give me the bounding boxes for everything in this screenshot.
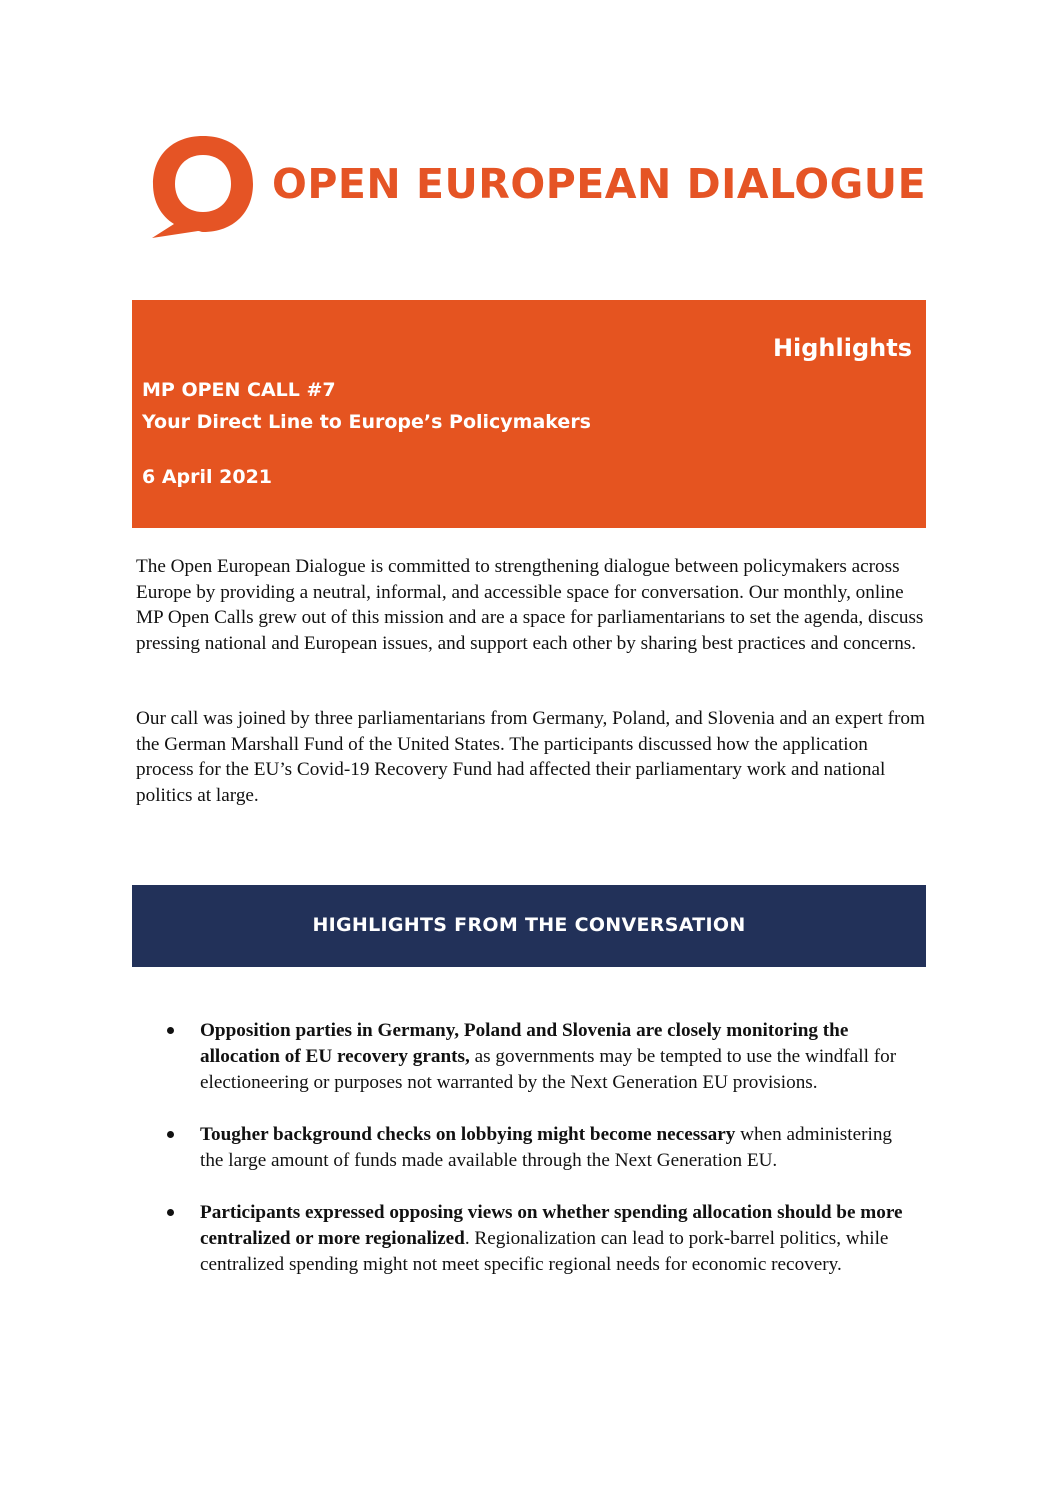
banner-date: 6 April 2021 bbox=[142, 466, 273, 488]
banner-title-line2: Your Direct Line to Europe’s Policymakers bbox=[142, 411, 591, 433]
highlight-text: . Regionalization can lead to pork-barrel politics, while centralized spending might not meet specific regional needs for economic recovery. bbox=[200, 1228, 889, 1275]
intro-paragraph-1: The Open European Dialogue is committed to strengthening dialogue between policymakers across Europe by providing a neutral, informal, and accessible space for conversation. Our monthly, online MP Open Calls grew out of this mission and are a space for parliamentarians to set the agenda, discuss pressing national and European issues, and support each other by sharing best practices and concerns. bbox=[136, 556, 924, 654]
header-banner bbox=[132, 300, 926, 528]
list-item bbox=[164, 1122, 904, 1174]
speech-bubble-icon bbox=[148, 132, 258, 242]
logo bbox=[148, 132, 928, 242]
section-title: HIGHLIGHTS FROM THE CONVERSATION bbox=[312, 914, 746, 936]
highlight-bold: Participants expressed opposing views on whether spending allocation should be more centralized or more regionalized bbox=[200, 1202, 903, 1249]
highlights-list bbox=[164, 1018, 904, 1304]
bullet-icon bbox=[167, 1131, 174, 1138]
list-item bbox=[164, 1200, 904, 1278]
highlight-bold: Opposition parties in Germany, Poland and Slovenia are closely monitoring the allocation of EU recovery grants, bbox=[200, 1020, 849, 1067]
banner-label: Highlights bbox=[772, 334, 912, 362]
intro-paragraph-2: Our call was joined by three parliamentarians from Germany, Poland, and Slovenia and an expert from the German Marshall Fund of the United States. The participants discussed how the application process for the EU’s Covid-19 Recovery Fund had affected their parliamentary work and national politics at large. bbox=[136, 708, 925, 806]
highlight-text: when administering the large amount of funds made available through the Next Generation EU. bbox=[200, 1124, 893, 1171]
section-header bbox=[132, 885, 926, 967]
highlight-bold: Tougher background checks on lobbying might become necessary bbox=[200, 1124, 736, 1145]
banner-title-line1: MP OPEN CALL #7 bbox=[142, 379, 336, 401]
list-item bbox=[164, 1018, 904, 1096]
logo-wordmark: OPEN EUROPEAN DIALOGUE bbox=[272, 160, 927, 208]
banner-title bbox=[142, 374, 591, 438]
bullet-icon bbox=[167, 1027, 174, 1034]
bullet-icon bbox=[167, 1209, 174, 1216]
highlight-text: as governments may be tempted to use the windfall for electioneering or purposes not warranted by the Next Generation EU provisions. bbox=[200, 1046, 897, 1093]
